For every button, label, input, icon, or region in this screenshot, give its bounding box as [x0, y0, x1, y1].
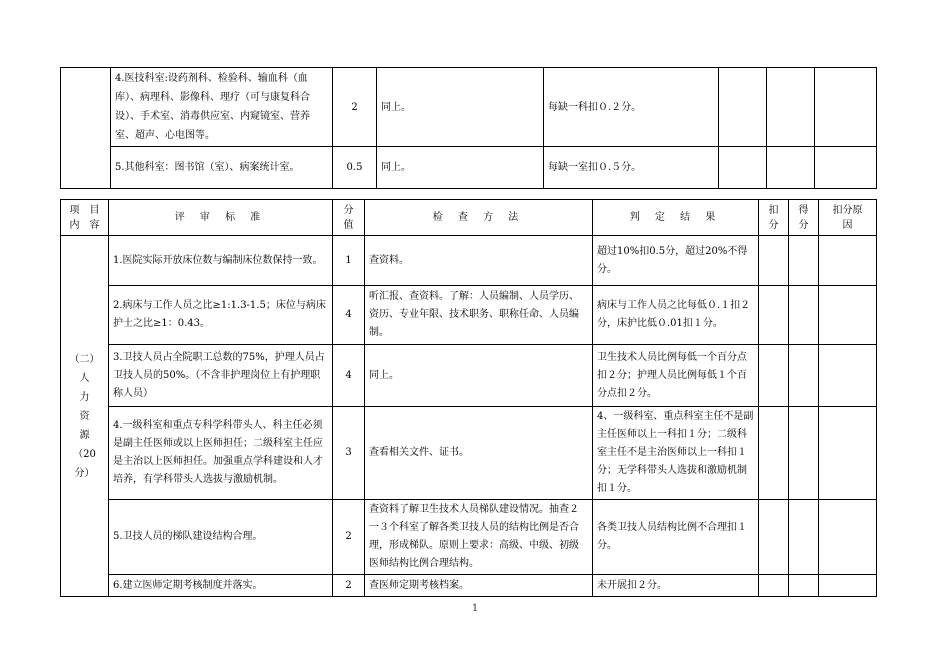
table-row — [61, 286, 877, 345]
obtained-cell — [789, 500, 819, 575]
score-cell: 4 — [333, 345, 365, 407]
table-row — [61, 236, 877, 286]
category-line: 力 — [79, 391, 90, 403]
deduct-cell — [759, 345, 789, 407]
header-deduct-line1: 扣 — [768, 204, 779, 216]
category-line: 分） — [74, 467, 95, 479]
header-item-content — [61, 200, 109, 236]
header-obtained — [789, 200, 819, 236]
category-human-resources — [61, 236, 109, 597]
method-cell: 查看相关文件、证书。 — [365, 407, 593, 500]
table-row — [61, 147, 877, 189]
header-score-line2: 值 — [343, 219, 354, 231]
obtained-cell — [767, 68, 815, 147]
judgement-cell: 未开展扣２分。 — [593, 575, 759, 597]
judgement-cell: 卫生技术人员比例每低一个百分点扣２分；护理人员比例每低１个百分点扣２分。 — [593, 345, 759, 407]
reason-cell — [819, 575, 877, 597]
category-line: （20 — [73, 448, 96, 460]
method-cell: 同上。 — [377, 68, 544, 147]
deduct-cell — [759, 575, 789, 597]
deduct-cell — [719, 147, 767, 189]
score-cell: 1 — [333, 236, 365, 286]
continued-evaluation-table — [60, 67, 877, 189]
header-reason-line1: 扣分原 — [832, 204, 863, 216]
category-line: 源 — [79, 429, 90, 441]
criterion-cell: 1.医院实际开放床位数与编制床位数保持一致。 — [109, 236, 333, 286]
header-score — [333, 200, 365, 236]
reason-cell — [819, 286, 877, 345]
header-criterion: 评 审 标 准 — [109, 200, 333, 236]
reason-cell — [819, 500, 877, 575]
table-row — [61, 500, 877, 575]
human-resources-evaluation-table — [60, 199, 877, 597]
score-cell: 0.5 — [333, 147, 377, 189]
judgement-cell: 每缺一科扣０.２分。 — [544, 68, 719, 147]
deduct-cell — [759, 407, 789, 500]
reason-cell — [819, 236, 877, 286]
method-cell: 听汇报、查资料。了解：人员编制、人员学历、资历、专业年限、技术职务、职称任命、人员编制。 — [365, 286, 593, 345]
criterion-cell: 6.建立医师定期考核制度并落实。 — [109, 575, 333, 597]
table-row — [61, 345, 877, 407]
judgement-cell: 超过10%扣0.5分，超过20%不得分。 — [593, 236, 759, 286]
table-row — [61, 407, 877, 500]
header-judgement: 判 定 结 果 — [593, 200, 759, 236]
judgement-cell: 各类卫技人员结构比例不合理扣１分。 — [593, 500, 759, 575]
deduct-cell — [719, 68, 767, 147]
score-cell: 2 — [333, 68, 377, 147]
reason-cell — [815, 68, 877, 147]
deduct-cell — [759, 500, 789, 575]
header-obtained-line2: 分 — [798, 219, 809, 231]
obtained-cell — [789, 407, 819, 500]
obtained-cell — [789, 345, 819, 407]
category-cell — [61, 68, 111, 189]
header-reason-line2: 因 — [842, 219, 853, 231]
header-obtained-line1: 得 — [798, 204, 809, 216]
score-cell: 4 — [333, 286, 365, 345]
header-reason — [819, 200, 877, 236]
header-deduct-line2: 分 — [768, 219, 779, 231]
deduct-cell — [759, 286, 789, 345]
criterion-cell: 5.卫技人员的梯队建设结构合理。 — [109, 500, 333, 575]
header-method: 检 查 方 法 — [365, 200, 593, 236]
reason-cell — [819, 407, 877, 500]
score-cell: 2 — [333, 575, 365, 597]
obtained-cell — [789, 286, 819, 345]
criterion-cell: 5.其他科室：图书馆（室）、病案统计室。 — [111, 147, 333, 189]
category-line: （二） — [69, 353, 100, 365]
method-cell: 查资料。 — [365, 236, 593, 286]
table-header-row — [61, 200, 877, 236]
header-score-line1: 分 — [343, 204, 354, 216]
obtained-cell — [767, 147, 815, 189]
judgement-cell: 病床与工作人员之比每低０.１扣２分，床护比低０.01扣１分。 — [593, 286, 759, 345]
judgement-cell: 每缺一室扣０.５分。 — [544, 147, 719, 189]
header-item-line1: 项 目 — [69, 204, 100, 216]
criterion-cell: 4.医技科室:设药剂科、检验科、输血科（血库）、病理科、影像科、理疗（可与康复科合设）、手术室、消毒供应室、内窥镜室、营养室、超声、心电图等。 — [111, 68, 333, 147]
page-number: 1 — [471, 603, 479, 614]
reason-cell — [815, 147, 877, 189]
criterion-cell: 4.一级科室和重点专科学科带头人、科主任必须是副主任医师或以上医师担任；二级科室主任应是主治以上医师担任。加强重点学科建设和人才培养，有学科带头人选拔与激励机制。 — [109, 407, 333, 500]
obtained-cell — [789, 236, 819, 286]
judgement-cell: 4、一级科室、重点科室主任不是副主任医师以上一科扣１分；二级科室主任不是主治医师以上一科扣１分；无学科带头人选拔和激励机制扣１分。 — [593, 407, 759, 500]
table-row — [61, 575, 877, 597]
header-item-line2: 内 容 — [69, 219, 100, 231]
obtained-cell — [789, 575, 819, 597]
score-cell: 2 — [333, 500, 365, 575]
method-cell: 查医师定期考核档案。 — [365, 575, 593, 597]
reason-cell — [819, 345, 877, 407]
score-cell: 3 — [333, 407, 365, 500]
criterion-cell: 2.病床与工作人员之比≥1:1.3-1.5；床位与病床护士之比≥1：0.43。 — [109, 286, 333, 345]
header-deduct — [759, 200, 789, 236]
method-cell: 同上。 — [377, 147, 544, 189]
category-line: 人 — [79, 372, 90, 384]
method-cell: 同上。 — [365, 345, 593, 407]
criterion-cell: 3.卫技人员占全院职工总数的75%，护理人员占卫技人员的50%。（不含非护理岗位上有护理职称人员） — [109, 345, 333, 407]
deduct-cell — [759, 236, 789, 286]
table-row — [61, 68, 877, 147]
category-line: 资 — [79, 410, 90, 422]
method-cell: 查资料了解卫生技术人员梯队建设情况。抽查２一３个科室了解各类卫技人员的结构比例是否合理，形成梯队。原则上要求：高级、中级、初级医师结构比例合理结构。 — [365, 500, 593, 575]
